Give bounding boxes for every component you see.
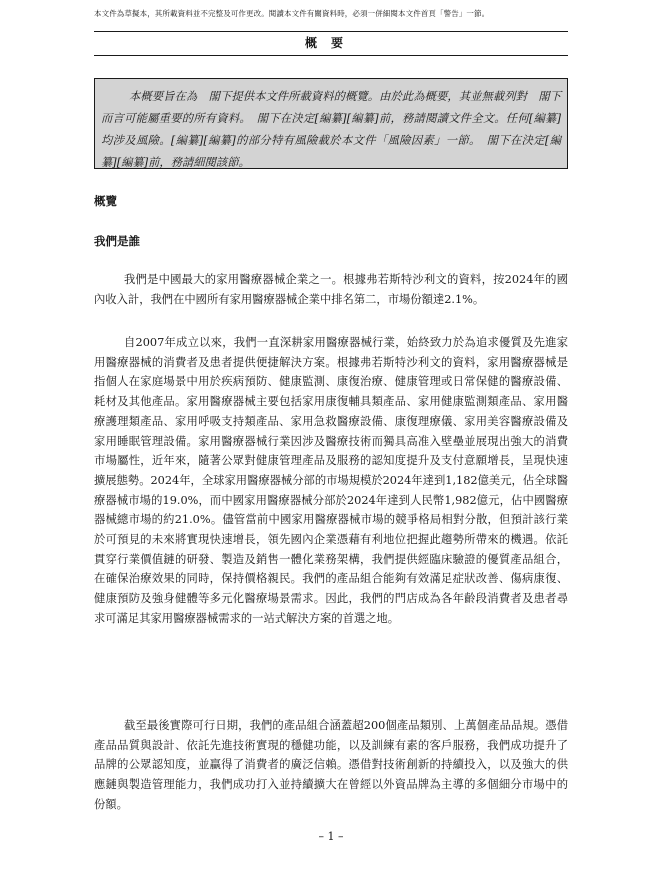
heading-overview: 概覽 [94,194,117,208]
paragraph-2: 自2007年成立以來，我們一直深耕家用醫療器械行業，始終致力於為追求優質及先進家用醫療器械的消費者及患者提供便捷解決方案。根據弗若斯特沙利文的資料，家用醫療器械是指個人在家庭場景中用於疾病預防、健康監測、康復治療、健康管理或日常保健的醫療設備、耗材及其他產品。家用醫療器械主要包括家用康復輔具類產品、家用健康監測類產品、家用醫療護理類產品、家用呼吸支持類產品、家用急救醫療設備、康復理療儀、家用美容醫療設備及家用睡眠管理設備。家用醫療器械行業因涉及醫療技術而獨具高准入壁壘並展現出強大的消費市場屬性，近年來，隨著公眾對健康管理產品及服務的認知度提升及支付意願增長，呈現快速擴展態勢。2024年，全球家用醫療器械分部的市場規模於2024年達到1,182億美元，佔全球醫療器械市場的19.0%，而中國家用醫療器械分部於2024年達到人民幣1,982億元，佔中國醫療器械總市場的約21.0%。儘管當前中國家用醫療器械市場的競爭格局相對分散，但預計該行業於可預見的未來將實現快速增長，領先國內企業憑藉有利地位把握此趨勢所帶來的機遇。依託貫穿行業價值鏈的研發、製造及銷售一體化業務架構，我們提供經臨床驗證的優質產品組合，在確保治療效果的同時，保持價格親民。我們的產品組合能夠有效滿足症狀改善、傷病康復、健康預防及強身健體等多元化醫療場景需求。因此，我們的門店成為各年齡段消費者及患者尋求可滿足其家用醫療器械需求的一站式解決方案的首選之地。 [94,336,568,625]
paragraph-1: 我們是中國最大的家用醫療器械企業之一。根據弗若斯特沙利文的資料，按2024年的國內收入計，我們在中國所有家用醫療器械企業中排名第二，市場份額達2.1%。 [94,273,568,306]
paragraph-3: 截至最後實際可行日期，我們的產品組合涵蓋超200個產品類別、上萬個產品品規。憑借產品品質與設計、依託先進技術實現的穩健功能，以及訓練有素的客戶服務，我們成功提升了品牌的公眾認知度，並贏得了消費者的廣泛信賴。憑借對技術創新的持續投入，以及強大的供應鏈與製造管理能力，我們成功打入並持續擴大在曾經以外資品牌為主導的多個細分市場中的份額。 [94,719,568,811]
title-top-rule [94,31,568,32]
summary-warning-box: 本概要旨在為 閣下提供本文件所載資料的概覽。由於此為概要，其並無載列對 閣下而言可能屬重要的所有資料。 閣下在決定[編纂][編纂]前，務請閱讀文件全文。任何[編纂]均涉及風險。[編纂][編纂]的部分特有風險載於本文件「風險因素」一節。 閣下在決定[編纂][編纂]前，務請細閱該節。 [94,78,568,169]
page-number: – 1 – [318,830,344,843]
heading-who-we-are: 我們是誰 [94,234,140,248]
draft-notice: 本文件為草擬本，其所載資料並不完整及可作更改。閱讀本文件有關資料時，必須一併細閱本文件首頁「警告」一節。 [94,9,490,18]
title-bottom-rule [94,55,568,56]
page-title: 概要 [304,36,357,50]
